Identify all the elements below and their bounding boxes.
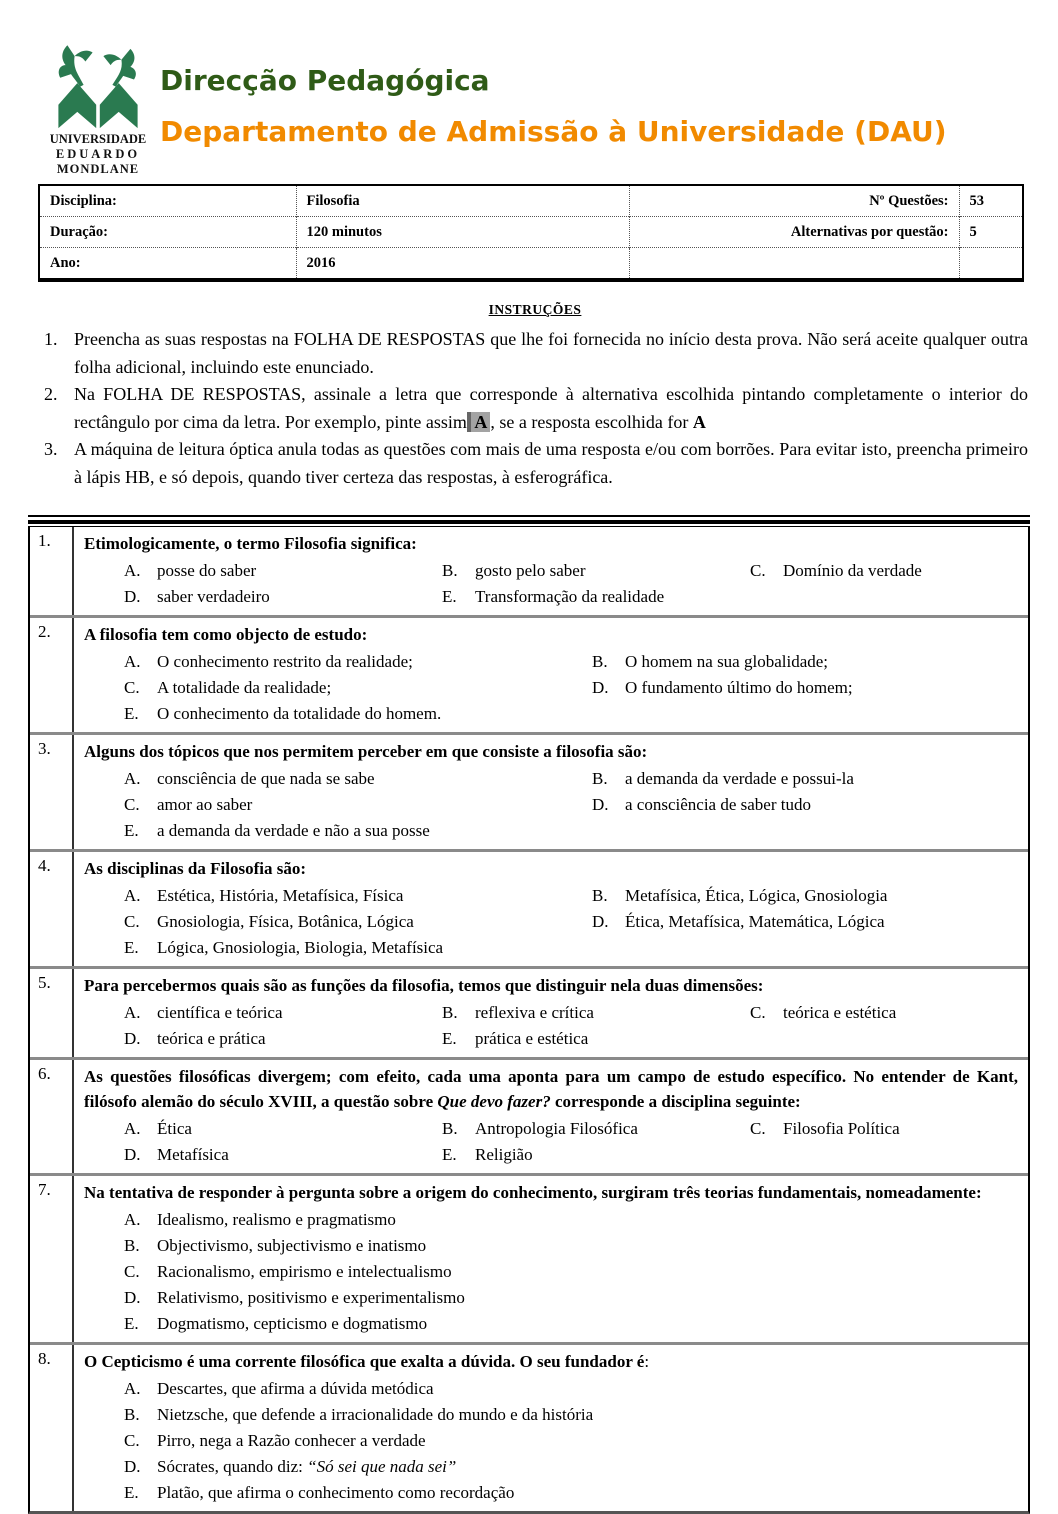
text-segment: reflexiva e crítica [475, 1002, 594, 1022]
option-letter: E. [442, 586, 457, 606]
option-item [124, 1284, 1018, 1310]
text-segment: Relativismo, positivismo e experimentalismo [157, 1287, 465, 1307]
instruction-text [74, 436, 1028, 491]
question-options [124, 999, 1018, 1051]
option-item [442, 1141, 750, 1167]
question-body [74, 1060, 1028, 1173]
direccao-pedagogica-title: Direcção Pedagógica [160, 64, 490, 97]
option-text [157, 769, 375, 788]
question-prompt [84, 973, 1018, 998]
text-segment: O fundamento último do homem; [625, 677, 853, 697]
option-letter: E. [442, 1028, 457, 1048]
question-row [30, 1342, 1028, 1511]
option-item [124, 1141, 442, 1167]
text-segment: saber verdadeiro [157, 586, 270, 606]
option-letter: B. [442, 1118, 458, 1138]
option-text [157, 912, 414, 931]
logo-caption-line: UNIVERSIDADE [49, 132, 147, 146]
option-item [442, 583, 750, 609]
option-letter: B. [442, 1002, 458, 1022]
option-item [124, 1310, 1018, 1336]
text-segment: Preencha as suas respostas na FOLHA DE RESPOSTAS que lhe foi fornecida no início desta prova. Não será aceite qualquer outra folha adicional, incluindo este enunciado. [74, 329, 1028, 377]
option-letter: D. [124, 1287, 141, 1307]
question-prompt [84, 531, 1018, 556]
option-letter: B. [442, 560, 458, 580]
info-label-num-questoes: Nº Questões: [629, 185, 959, 217]
option-text [625, 886, 887, 905]
text-segment: gosto pelo saber [475, 560, 586, 580]
option-letter: A. [124, 651, 141, 671]
option-text [157, 821, 430, 840]
text-segment: Platão, que afirma o conhecimento como recordação [157, 1482, 515, 1502]
question-number: 6. [30, 1060, 74, 1173]
option-item [592, 908, 1018, 934]
option-text [475, 1003, 594, 1022]
info-row-duracao [39, 217, 1023, 248]
option-item [124, 934, 592, 960]
uem-logo-block [48, 38, 148, 177]
option-letter: C. [750, 560, 766, 580]
option-letter: E. [124, 703, 139, 723]
option-text [157, 1457, 456, 1476]
option-text [475, 561, 585, 580]
option-item [442, 1115, 750, 1141]
option-letter: C. [750, 1118, 766, 1138]
text-segment: Gnosiologia, Física, Botânica, Lógica [157, 911, 414, 931]
text-segment: A [471, 412, 490, 432]
option-item [124, 648, 592, 674]
text-segment: Para percebermos quais são as funções da filosofia, temos que distinguir nela duas dimensões: [84, 976, 764, 995]
text-segment: , se a resposta escolhida for [490, 411, 693, 432]
option-item [124, 1427, 1018, 1453]
text-segment: Lógica, Gnosiologia, Biologia, Metafísica [157, 937, 444, 957]
header-titles [160, 38, 947, 149]
text-segment: “Só sei que nada sei” [307, 1456, 457, 1476]
question-options [124, 1115, 1018, 1167]
option-letter: B. [592, 885, 608, 905]
option-letter: D. [124, 1028, 141, 1048]
question-options [124, 882, 1018, 960]
option-text [157, 1288, 465, 1307]
option-item [442, 999, 750, 1025]
option-text [157, 652, 413, 671]
text-segment: Na tentativa de responder à pergunta sobre a origem do conhecimento, surgiram três teorias fundamentais, nomeadamente: [84, 1183, 982, 1202]
option-item [124, 908, 592, 934]
option-text [625, 678, 853, 697]
question-options [124, 1206, 1018, 1336]
text-segment: O homem na sua globalidade; [625, 651, 829, 671]
text-segment: O conhecimento restrito da realidade; [157, 651, 413, 671]
question-prompt [84, 622, 1018, 647]
question-number: 2. [30, 618, 74, 732]
question-body [74, 735, 1028, 849]
question-number: 7. [30, 1176, 74, 1342]
instruction-number: 2. [44, 384, 58, 404]
question-prompt [84, 856, 1018, 881]
question-options [124, 557, 1018, 609]
option-text [157, 1314, 427, 1333]
question-prompt [84, 739, 1018, 764]
text-segment: Que devo fazer? [437, 1092, 551, 1111]
option-item [124, 1206, 1018, 1232]
instruction-item [42, 436, 1028, 491]
option-letter: E. [124, 937, 139, 957]
option-text [625, 795, 811, 814]
option-letter: A. [124, 1378, 141, 1398]
text-segment: Domínio da verdade [783, 560, 922, 580]
option-text [783, 1119, 900, 1138]
text-segment: Nietzsche, que defende a irracionalidade do mundo e da história [157, 1404, 594, 1424]
option-letter: B. [124, 1404, 140, 1424]
text-segment: Objectivismo, subjectivismo e inatismo [157, 1235, 427, 1255]
text-segment: A [692, 411, 706, 432]
option-letter: D. [124, 1456, 141, 1476]
option-letter: C. [124, 911, 140, 931]
text-segment: Racionalismo, empirismo e intelectualismo [157, 1261, 452, 1281]
question-number: 8. [30, 1345, 74, 1511]
option-text [475, 1145, 533, 1164]
option-letter: C. [124, 1261, 140, 1281]
option-text [783, 561, 922, 580]
info-value-disciplina: Filosofia [296, 185, 629, 217]
option-text [157, 587, 270, 606]
question-row [30, 527, 1028, 615]
question-number: 4. [30, 852, 74, 966]
question-body [74, 852, 1028, 966]
option-item [124, 791, 592, 817]
text-segment: prática e estética [475, 1028, 589, 1048]
option-text [625, 769, 854, 788]
info-row-ano [39, 248, 1023, 281]
option-text [157, 1262, 452, 1281]
question-number: 1. [30, 527, 74, 615]
option-item [750, 999, 1018, 1025]
option-text [157, 1483, 514, 1502]
option-item [124, 882, 592, 908]
option-letter: E. [124, 1313, 139, 1333]
text-segment: Etimologicamente, o termo Filosofia significa: [84, 534, 417, 553]
text-segment: A filosofia tem como objecto de estudo: [84, 625, 368, 644]
option-item [124, 1258, 1018, 1284]
option-text [157, 1145, 229, 1164]
text-segment: teórica e prática [157, 1028, 266, 1048]
info-value-empty [959, 248, 1023, 281]
option-letter: A. [124, 1002, 141, 1022]
question-body [74, 527, 1028, 615]
text-segment: corresponde a disciplina seguinte: [550, 1092, 801, 1111]
option-item [750, 1115, 1018, 1141]
question-prompt [84, 1064, 1018, 1114]
question-options [124, 648, 1018, 726]
option-letter: C. [124, 1430, 140, 1450]
info-label-alternativas: Alternativas por questão: [629, 217, 959, 248]
question-number: 5. [30, 969, 74, 1057]
option-text [157, 1431, 426, 1450]
text-segment: Ética [157, 1118, 192, 1138]
instruction-number: 3. [44, 439, 58, 459]
option-item [124, 999, 442, 1025]
info-label-ano: Ano: [39, 248, 296, 281]
question-row [30, 615, 1028, 732]
text-segment: Sócrates, quando diz: [157, 1456, 308, 1476]
text-segment: a demanda da verdade e possui-la [625, 768, 854, 788]
option-item [124, 1232, 1018, 1258]
option-item [124, 557, 442, 583]
logo-caption [48, 132, 148, 177]
option-item [592, 648, 1018, 674]
document-header [48, 38, 1028, 177]
option-letter: E. [124, 1482, 139, 1502]
option-text [475, 587, 664, 606]
text-segment: O Cepticismo é uma corrente filosófica que exalta a dúvida. O seu fundador é [84, 1352, 645, 1371]
text-segment: Alguns dos tópicos que nos permitem perceber em que consiste a filosofia são: [84, 742, 648, 761]
option-letter: B. [592, 651, 608, 671]
text-segment: Antropologia Filosófica [475, 1118, 638, 1138]
option-letter: E. [124, 820, 139, 840]
text-segment: consciência de que nada se sabe [157, 768, 375, 788]
option-item [442, 557, 750, 583]
option-text [157, 1405, 593, 1424]
section-divider [28, 515, 1030, 526]
text-segment: Idealismo, realismo e pragmatismo [157, 1209, 396, 1229]
option-item [124, 1115, 442, 1141]
option-letter: A. [124, 560, 141, 580]
text-segment: As disciplinas da Filosofia são: [84, 859, 306, 878]
option-letter: A. [124, 1118, 141, 1138]
instruction-text [74, 381, 1028, 436]
option-text [475, 1119, 638, 1138]
logo-caption-line: EDUARDO [55, 147, 141, 161]
question-row [30, 1173, 1028, 1342]
text-segment: Descartes, que afirma a dúvida metódica [157, 1378, 434, 1398]
option-item [124, 1453, 1018, 1479]
question-row [30, 1057, 1028, 1173]
text-segment: amor ao saber [157, 794, 253, 814]
option-item [124, 1025, 442, 1051]
question-row [30, 849, 1028, 966]
info-row-disciplina [39, 185, 1023, 217]
option-letter: D. [592, 794, 609, 814]
instructions-heading: INSTRUÇÕES [488, 302, 582, 317]
option-item [592, 791, 1018, 817]
option-text [157, 1119, 192, 1138]
instructions-section [42, 302, 1028, 491]
option-item [124, 817, 592, 843]
question-options [124, 765, 1018, 843]
text-segment: científica e teórica [157, 1002, 283, 1022]
text-segment: a demanda da verdade e não a sua posse [157, 820, 430, 840]
logo-caption-line: MONDLANE [56, 162, 140, 176]
option-item [124, 1375, 1018, 1401]
text-segment: posse do saber [157, 560, 257, 580]
text-segment: Religião [475, 1144, 533, 1164]
info-label-duracao: Duração: [39, 217, 296, 248]
question-body [74, 1345, 1028, 1511]
question-prompt [84, 1349, 1018, 1374]
question-body [74, 1176, 1028, 1342]
option-item [750, 557, 1018, 583]
option-item [124, 583, 442, 609]
info-label-disciplina: Disciplina: [39, 185, 296, 217]
question-number: 3. [30, 735, 74, 849]
questions-table [28, 526, 1030, 1514]
text-segment: teórica e estética [783, 1002, 897, 1022]
text-segment: As questões filosóficas divergem; com efeito, cada uma aponta para um campo de estudo específico. No entender de Kant, filósofo alemão do século XVIII, a questão sobre [84, 1067, 1018, 1111]
option-letter: A. [124, 1209, 141, 1229]
option-letter: B. [124, 1235, 140, 1255]
question-body [74, 618, 1028, 732]
option-item [124, 700, 592, 726]
text-segment: Filosofia Política [783, 1118, 900, 1138]
question-row [30, 732, 1028, 849]
text-segment: Metafísica, Ética, Lógica, Gnosiologia [625, 885, 888, 905]
option-text [157, 1236, 426, 1255]
instructions-list [42, 326, 1028, 491]
departamento-dau-title: Departamento de Admissão à Universidade (DAU) [160, 115, 947, 148]
option-letter: B. [592, 768, 608, 788]
question-options [124, 1375, 1018, 1505]
option-text [625, 652, 828, 671]
option-text [157, 678, 331, 697]
option-letter: C. [124, 677, 140, 697]
option-item [124, 1479, 1018, 1505]
option-text [157, 1379, 434, 1398]
instruction-number: 1. [44, 329, 58, 349]
question-body [74, 969, 1028, 1057]
info-label-empty [629, 248, 959, 281]
text-segment: a consciência de saber tudo [625, 794, 811, 814]
option-letter: C. [750, 1002, 766, 1022]
option-text [783, 1003, 896, 1022]
option-letter: D. [592, 677, 609, 697]
option-text [157, 886, 403, 905]
option-letter: A. [124, 885, 141, 905]
text-segment: Ética, Metafísica, Matemática, Lógica [625, 911, 885, 931]
text-segment: Dogmatismo, cepticismo e dogmatismo [157, 1313, 428, 1333]
option-item [124, 1401, 1018, 1427]
text-segment: A totalidade da realidade; [157, 677, 332, 697]
option-item [124, 674, 592, 700]
info-value-duracao: 120 minutos [296, 217, 629, 248]
uem-logo-icon [53, 38, 143, 130]
text-segment: Na FOLHA DE RESPOSTAS, assinale a letra que corresponde à alternativa escolhida pintando completamente o interior do rectângulo por cima da letra. Por exemplo, pinte assim [74, 384, 1028, 432]
question-row [30, 966, 1028, 1057]
option-text [157, 1210, 396, 1229]
option-text [157, 1003, 283, 1022]
option-text [157, 1029, 266, 1048]
info-value-ano: 2016 [296, 248, 629, 281]
option-text [157, 938, 443, 957]
option-letter: C. [124, 794, 140, 814]
option-item [124, 765, 592, 791]
option-text [625, 912, 885, 931]
text-segment: : [644, 1352, 650, 1371]
instruction-text [74, 326, 1028, 381]
option-item [592, 674, 1018, 700]
info-value-alternativas: 5 [959, 217, 1023, 248]
option-item [442, 1025, 750, 1051]
option-letter: D. [124, 1144, 141, 1164]
info-value-num-questoes: 53 [969, 193, 984, 209]
text-segment: O conhecimento da totalidade do homem. [157, 703, 442, 723]
question-prompt [84, 1180, 1018, 1205]
text-segment: Estética, História, Metafísica, Física [157, 885, 404, 905]
option-text [475, 1029, 588, 1048]
text-segment: Pirro, nega a Razão conhecer a verdade [157, 1430, 426, 1450]
option-letter: D. [124, 586, 141, 606]
option-item [592, 765, 1018, 791]
option-letter: E. [442, 1144, 457, 1164]
option-letter: D. [592, 911, 609, 931]
exam-info-table [38, 184, 1024, 282]
option-item [592, 882, 1018, 908]
text-segment: A máquina de leitura óptica anula todas as questões com mais de uma resposta e/ou com borrões. Para evitar isto, preencha primeiro à lápis HB, e só depois, quando tiver certeza das respostas, à esferográfica. [74, 439, 1028, 487]
instruction-item [42, 381, 1028, 436]
option-letter: A. [124, 768, 141, 788]
option-text [157, 561, 256, 580]
option-text [157, 704, 441, 723]
text-segment: Metafísica [157, 1144, 229, 1164]
instruction-item [42, 326, 1028, 381]
option-text [157, 795, 252, 814]
text-segment: Transformação da realidade [475, 586, 665, 606]
